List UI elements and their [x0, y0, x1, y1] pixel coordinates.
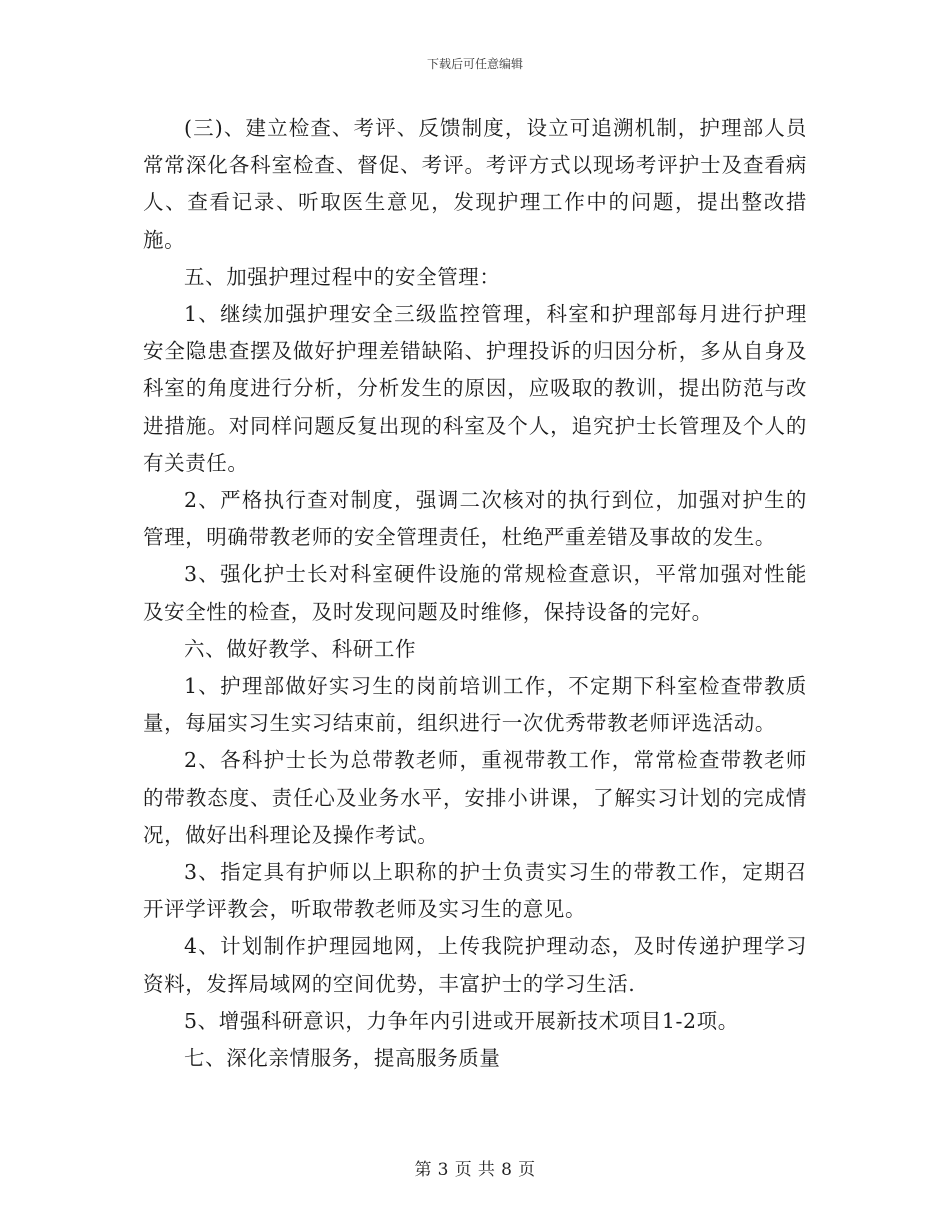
section-heading-safety: 五、加强护理过程中的安全管理： — [184, 264, 501, 289]
paragraph-equipment-check: 3、强化护士长对科室硬件设施的常规检查意识，平常加强对性能及安全性的检查，及时发现问题及时维修，保持设备的完好。 — [143, 562, 807, 624]
paragraph-research: 5、增强科研意识，力争年内引进或开展新技术项目1-2项。 — [184, 1008, 739, 1033]
page-header: 下载后可任意编辑 — [426, 57, 523, 71]
page-number-footer: 第 3 页 共 8 页 — [414, 1160, 536, 1180]
paragraph-inspection-system: (三)、建立检查、考评、反馈制度，设立可追溯机制，护理部人员常常深化各科室检查、督促、考评。考评方式以现场考评护士及查看病人、查看记录、听取医生意见，发现护理工作中的问题，提出整改措施。 — [143, 116, 807, 252]
document-body — [143, 110, 807, 1077]
paragraph-senior-nurse-teaching: 3、指定具有护师以上职称的护士负责实习生的带教工作，定期召开评学评教会，听取带教老师及实习生的意见。 — [143, 860, 807, 922]
paragraph-head-nurse-teaching: 2、各科护士长为总带教老师，重视带教工作，常常检查带教老师的带教态度、责任心及业务水平，安排小讲课，了解实习计划的完成情况，做好出科理论及操作考试。 — [143, 748, 807, 847]
paragraph-nursing-website: 4、计划制作护理园地网，上传我院护理动态，及时传递护理学习资料，发挥局域网的空间优势，丰富护士的学习生活. — [143, 934, 807, 996]
section-heading-service: 七、深化亲情服务，提高服务质量 — [184, 1046, 501, 1071]
paragraph-safety-monitoring: 1、继续加强护理安全三级监控管理，科室和护理部每月进行护理安全隐患查摆及做好护理差错缺陷、护理投诉的归因分析，多从自身及科室的角度进行分析，分析发生的原因，应吸取的教训，提出防范与改进措施。对同样问题反复出现的科室及个人，追究护士长管理及个人的有关责任。 — [143, 302, 807, 475]
paragraph-intern-training: 1、护理部做好实习生的岗前培训工作，不定期下科室检查带教质量，每届实习生实习结束前，组织进行一次优秀带教老师评选活动。 — [143, 674, 807, 736]
paragraph-check-system: 2、严格执行查对制度，强调二次核对的执行到位，加强对护生的管理，明确带教老师的安全管理责任，杜绝严重差错及事故的发生。 — [143, 488, 807, 550]
section-heading-teaching: 六、做好教学、科研工作 — [184, 636, 417, 661]
